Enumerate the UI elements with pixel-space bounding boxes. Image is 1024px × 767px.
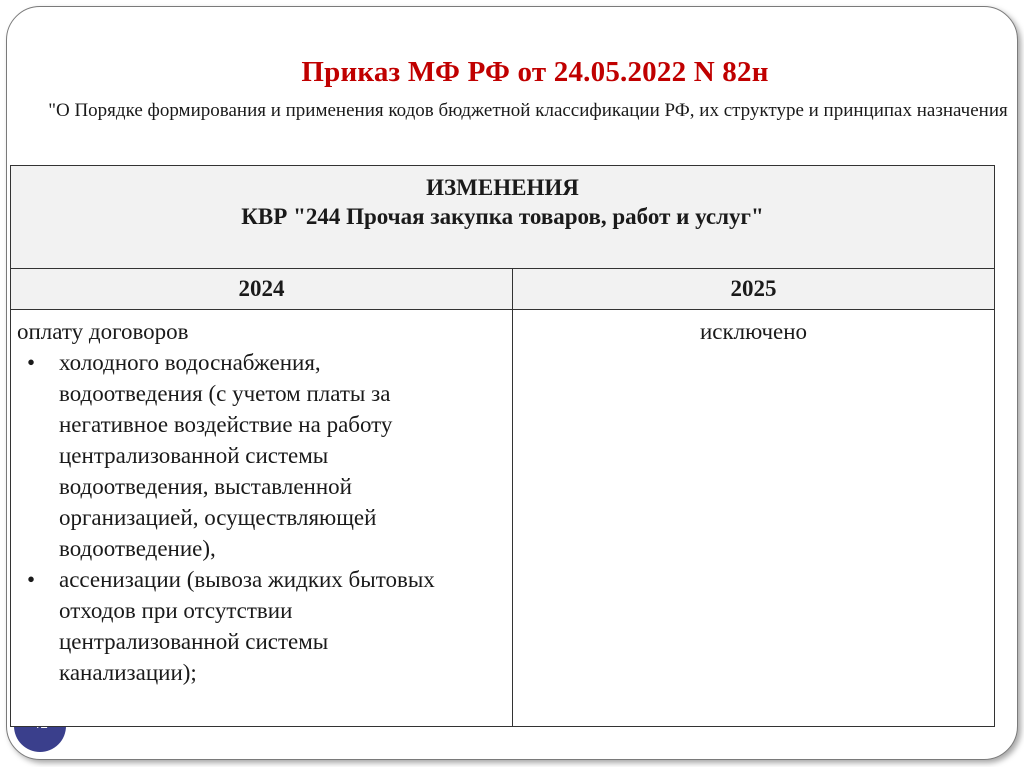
subtitle-container xyxy=(40,97,1024,125)
right-status-text: исключено xyxy=(699,319,808,344)
bullet-icon: • xyxy=(27,567,36,592)
changes-table xyxy=(10,165,995,727)
year-2025-cell: 2025 xyxy=(513,269,995,310)
right-body-cell xyxy=(513,310,995,727)
left-intro-text: оплату договоров xyxy=(17,319,189,344)
header-kvr-label: КВР "244 Прочая закупка товаров, работ и услуг" xyxy=(241,204,764,229)
header-changes-label: ИЗМЕНЕНИЯ xyxy=(426,175,579,200)
list-item-text: холодного водоснабжения, водоотведения (с учетом платы за негативное воздействие на работу централизованной системы водоотведения, выставленной организацией, осуществляющей водоотведение), xyxy=(59,350,393,561)
table-header-cell xyxy=(11,166,995,269)
left-body-cell xyxy=(11,310,513,727)
slide-subtitle: "О Порядке формирования и применения кодов бюджетной классификации РФ, их структуре и принципах назначения xyxy=(48,100,1008,121)
table-header-row xyxy=(11,166,995,269)
body-row xyxy=(11,310,995,727)
list-item xyxy=(17,564,469,688)
year-row xyxy=(11,269,995,310)
year-2024-cell: 2024 xyxy=(11,269,513,310)
left-item-list xyxy=(17,347,508,688)
list-item xyxy=(17,347,469,564)
slide-title: Приказ МФ РФ от 24.05.2022 N 82н xyxy=(301,56,769,88)
list-item-text: ассенизации (вывоза жидких бытовых отходов при отсутствии централизованной системы канализации); xyxy=(59,567,435,685)
bullet-icon: • xyxy=(27,350,36,375)
